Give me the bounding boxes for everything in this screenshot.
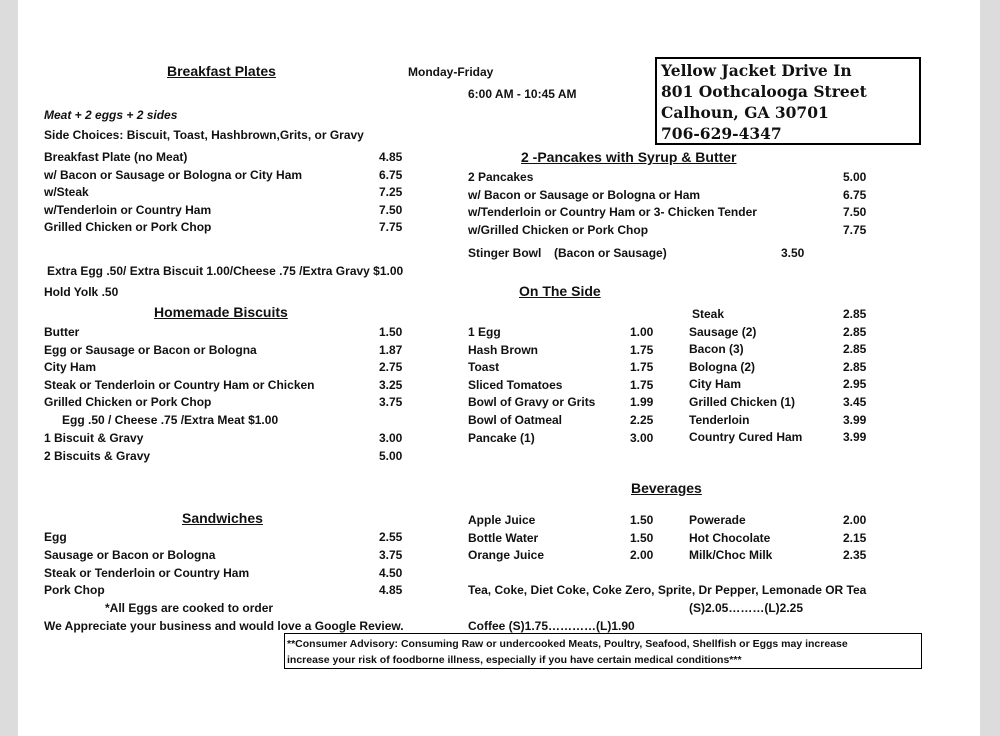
side-item-name: Bowl of Oatmeal — [468, 413, 563, 427]
biscuits-title: Homemade Biscuits — [154, 304, 288, 320]
breakfast-item-name: w/Steak — [44, 185, 89, 200]
side-meat-item-price: 2.95 — [843, 377, 867, 392]
side-meat-item-name: City Ham — [689, 377, 742, 392]
restaurant-street: 801 Oothcalooga Street — [661, 82, 867, 101]
stinger-bowl-price: 3.50 — [781, 246, 805, 260]
breakfast-item-price: 7.25 — [379, 185, 403, 200]
breakfast-item-name: w/Tenderloin or Country Ham — [44, 202, 212, 217]
side-item-name: Toast — [468, 360, 500, 375]
side-item-name: Pancake (1) — [468, 430, 535, 445]
biscuit-item-price: 1.87 — [379, 342, 403, 357]
breakfast-item-price: 7.50 — [379, 202, 403, 217]
beverage-item-price: 2.35 — [843, 548, 867, 563]
side-item-price: 1.75 — [630, 342, 654, 357]
beverage-item-price: 1.50 — [630, 513, 654, 527]
beverage-item-price: 2.15 — [843, 530, 867, 545]
stinger-bowl-option: (Bacon or Sausage) — [554, 246, 667, 260]
restaurant-city: Calhoun, GA 30701 — [661, 103, 829, 122]
biscuit-gravy-item-price: 5.00 — [379, 448, 403, 463]
sandwiches-title: Sandwiches — [182, 510, 263, 526]
sandwich-item-name: Pork Chop — [44, 583, 105, 598]
sandwich-item-name: Sausage or Bacon or Bologna — [44, 547, 216, 562]
breakfast-item-price: 7.75 — [379, 220, 403, 235]
biscuit-gravy-item-name: 2 Biscuits & Gravy — [44, 448, 151, 463]
breakfast-sides: Side Choices: Biscuit, Toast, Hashbrown,Grits, or Gravy — [44, 128, 364, 142]
biscuit-item-price: 2.75 — [379, 360, 403, 375]
advisory-line-1: **Consumer Advisory: Consuming Raw or undercooked Meats, Poultry, Seafood, Shellfish or Eggs may increase — [287, 638, 848, 650]
breakfast-item-price: 4.85 — [379, 150, 403, 164]
side-meat-item-price: 2.85 — [843, 342, 867, 357]
side-meat-item-name: Steak — [692, 307, 725, 321]
pancake-item-price: 6.75 — [843, 187, 867, 202]
side-item-name: Sliced Tomatoes — [468, 377, 563, 392]
breakfast-item-name: Breakfast Plate (no Meat) — [44, 150, 188, 164]
biscuit-item-name: City Ham — [44, 360, 97, 375]
breakfast-item-price: 6.75 — [379, 167, 403, 182]
biscuit-item-price: 3.75 — [379, 395, 403, 410]
soda-prices: (S)2.05………(L)2.25 — [689, 601, 804, 615]
breakfast-days: Monday-Friday — [408, 65, 494, 79]
sandwich-item-price: 2.55 — [379, 530, 403, 544]
breakfast-title: Breakfast Plates — [167, 63, 276, 79]
side-item-name: 1 Egg — [468, 325, 501, 339]
beverage-item-name: Orange Juice — [468, 548, 545, 563]
pancake-item-name: w/Tenderloin or Country Ham or 3- Chicken Tender — [468, 205, 757, 220]
stinger-bowl-name: Stinger Bowl — [468, 246, 542, 260]
consumer-advisory-box — [284, 633, 922, 669]
pancakes-title: 2 -Pancakes with Syrup & Butter — [521, 149, 737, 165]
breakfast-hours: 6:00 AM - 10:45 AM — [468, 87, 577, 101]
beverage-item-name: Powerade — [689, 513, 746, 527]
side-meat-item-name: Grilled Chicken (1) — [689, 395, 796, 409]
side-meat-item-name: Bologna (2) — [689, 359, 755, 374]
beverage-item-name: Hot Chocolate — [689, 530, 771, 545]
beverage-item-name: Apple Juice — [468, 513, 536, 527]
side-meat-item-name: Bacon (3) — [689, 342, 744, 357]
side-meat-item-name: Tenderloin — [689, 412, 750, 427]
biscuit-item-name: Grilled Chicken or Pork Chop — [44, 395, 212, 410]
sandwich-item-name: Egg — [44, 530, 67, 544]
beverage-item-price: 2.00 — [630, 548, 654, 563]
sandwich-item-price: 3.75 — [379, 547, 403, 562]
biscuit-gravy-item-name: 1 Biscuit & Gravy — [44, 431, 144, 445]
breakfast-extras: Extra Egg .50/ Extra Biscuit 1.00/Cheese .75 /Extra Gravy $1.00 — [47, 264, 404, 278]
side-meat-item-price: 2.85 — [843, 324, 867, 339]
side-item-price: 1.00 — [630, 325, 654, 339]
eggs-note: *All Eggs are cooked to order — [105, 601, 274, 615]
side-item-price: 2.25 — [630, 413, 654, 427]
side-item-name: Hash Brown — [468, 342, 539, 357]
biscuit-item-price: 1.50 — [379, 325, 403, 339]
beverage-item-name: Bottle Water — [468, 530, 539, 545]
side-meat-item-price: 2.85 — [843, 307, 867, 321]
restaurant-name: Yellow Jacket Drive In — [661, 61, 852, 80]
breakfast-item-name: w/ Bacon or Sausage or Bologna or City Ham — [44, 167, 303, 182]
biscuit-item-name: Butter — [44, 325, 80, 339]
beverage-item-price: 1.50 — [630, 530, 654, 545]
side-meat-item-name: Country Cured Ham — [689, 430, 803, 445]
pancake-item-name: 2 Pancakes — [468, 170, 534, 184]
sandwich-item-name: Steak or Tenderloin or Country Ham — [44, 565, 250, 580]
breakfast-item-name: Grilled Chicken or Pork Chop — [44, 220, 212, 235]
hold-yolk: Hold Yolk .50 — [44, 285, 119, 299]
side-item-name: Bowl of Gravy or Grits — [468, 395, 596, 410]
breakfast-description: Meat + 2 eggs + 2 sides — [44, 108, 178, 122]
pancake-item-name: w/ Bacon or Sausage or Bologna or Ham — [468, 187, 701, 202]
pancake-item-name: w/Grilled Chicken or Pork Chop — [468, 222, 649, 237]
biscuit-extras: Egg .50 / Cheese .75 /Extra Meat $1.00 — [62, 413, 279, 427]
biscuit-item-price: 3.25 — [379, 377, 403, 392]
side-meat-item-price: 2.85 — [843, 359, 867, 374]
biscuit-gravy-item-price: 3.00 — [379, 431, 403, 445]
biscuit-item-name: Steak or Tenderloin or Country Ham or Chicken — [44, 377, 315, 392]
side-meat-item-price: 3.99 — [843, 430, 867, 445]
sandwich-item-price: 4.50 — [379, 565, 403, 580]
biscuit-item-name: Egg or Sausage or Bacon or Bologna — [44, 342, 257, 357]
side-item-price: 1.75 — [630, 377, 654, 392]
side-item-price: 1.99 — [630, 395, 654, 410]
side-item-price: 1.75 — [630, 360, 654, 375]
side-title: On The Side — [519, 283, 601, 299]
sandwich-item-price: 4.85 — [379, 583, 403, 598]
coffee-prices: Coffee (S)1.75…………(L)1.90 — [468, 619, 635, 633]
side-item-price: 3.00 — [630, 430, 654, 445]
pancake-item-price: 7.50 — [843, 205, 867, 220]
side-meat-item-price: 3.99 — [843, 412, 867, 427]
pancake-item-price: 5.00 — [843, 170, 867, 184]
beverage-item-price: 2.00 — [843, 513, 867, 527]
beverage-item-name: Milk/Choc Milk — [689, 548, 773, 563]
review-note: We Appreciate your business and would love a Google Review. — [44, 619, 404, 633]
advisory-line-2: increase your risk of foodborne illness, especially if you have certain medical conditions*** — [287, 654, 742, 666]
side-meat-item-price: 3.45 — [843, 395, 867, 409]
beverages-title: Beverages — [631, 480, 702, 496]
side-meat-item-name: Sausage (2) — [689, 324, 757, 339]
pancake-item-price: 7.75 — [843, 222, 867, 237]
soda-list: Tea, Coke, Diet Coke, Coke Zero, Sprite, Dr Pepper, Lemonade OR Tea — [468, 583, 867, 597]
restaurant-info-box — [655, 57, 921, 145]
restaurant-phone: 706-629-4347 — [661, 124, 782, 143]
